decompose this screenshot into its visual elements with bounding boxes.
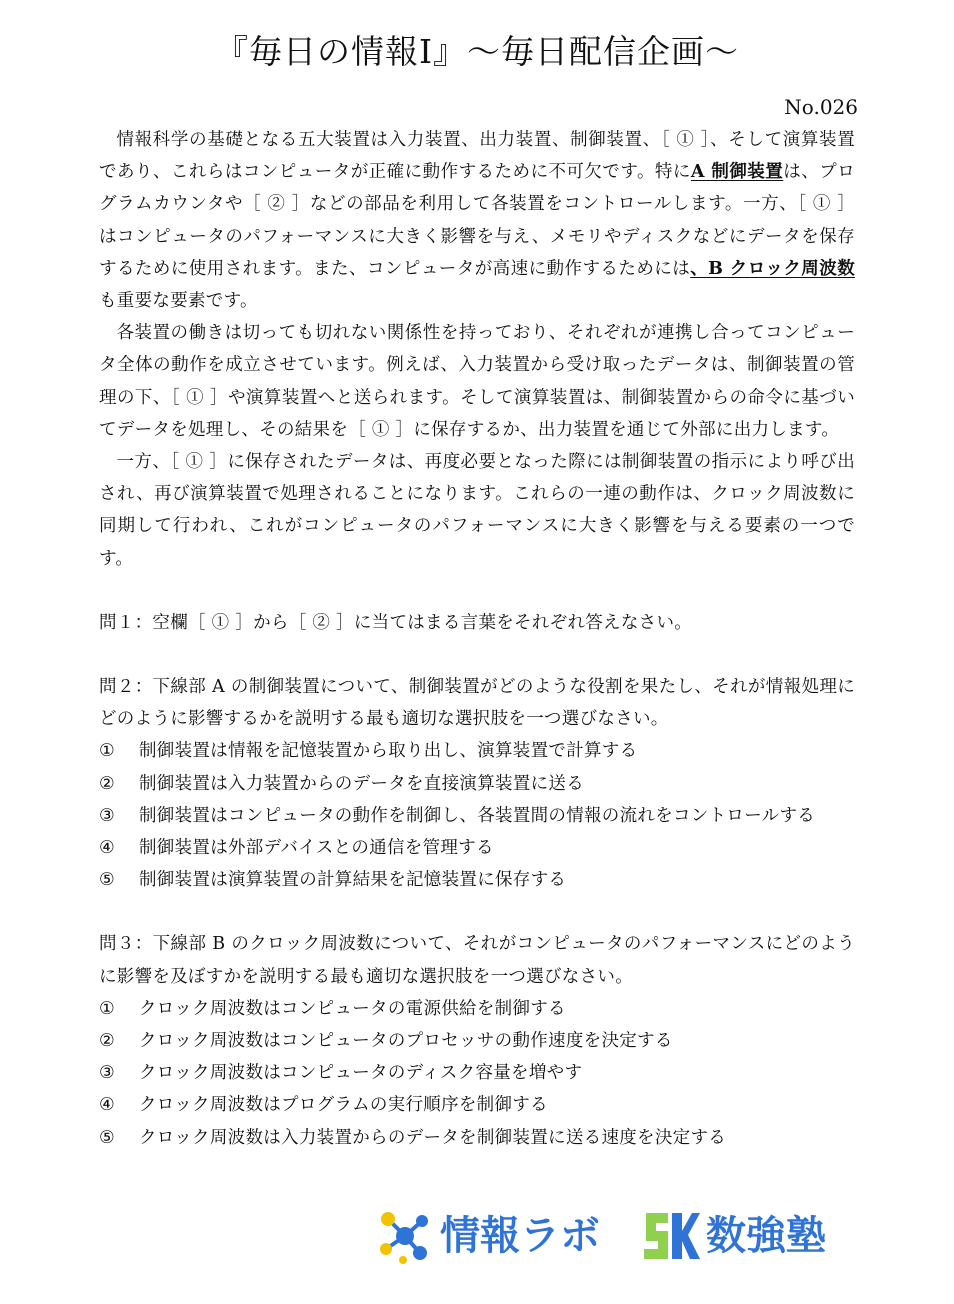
paragraph-1-text-b: は、プログラムカウンタや［ ② ］などの部品を利用して各装置をコントロールします。一方、［ ① ］はコンピュータのパフォーマンスに大きく影響を与え、メモリやディスクなどにデータを保存するために使用されます。また、コンピュータが高速に動作するためには <box>99 162 856 279</box>
question-2-prompt: 問２：下線部 A の制御装置について、制御装置がどのような役割を果たし、それが情報処理にどのように影響するかを説明する最も適切な選択肢を一つ選びなさい。 <box>99 677 855 730</box>
choice-text: 制御装置は入力装置からのデータを直接演算装置に送る <box>139 773 584 794</box>
choice-number: ② <box>99 1031 115 1052</box>
paragraph-1-text-c: も重要な要素です。 <box>99 291 258 312</box>
choice-text: 制御装置は外部デバイスとの通信を管理する <box>139 838 494 859</box>
question-1: 問１：空欄［ ① ］から［ ② ］に当てはまる言葉をそれぞれ答えなさい。 <box>99 612 693 633</box>
page-title: 『毎日の情報Ⅰ』〜毎日配信企画〜 <box>214 32 740 71</box>
suukyoujuku-logo-text: 数強塾 <box>706 1213 826 1259</box>
choice-item <box>99 1025 855 1057</box>
choice-text: クロック周波数はコンピュータのディスク容量を増やす <box>139 1063 583 1084</box>
underline-a: A 制御装置 <box>690 162 784 183</box>
paragraph-3: 一方、［ ① ］に保存されたデータは、再度必要となった際には制御装置の指示により呼び出され、再び演算装置で処理されることになります。これらの一連の動作は、クロック周波数に同期して行われ、これがコンピュータのパフォーマンスに大きく影響を与える要素の一つです。 <box>99 452 855 569</box>
choice-text: クロック周波数は入力装置からのデータを制御装置に送る速度を決定する <box>139 1127 727 1148</box>
choice-number: ④ <box>99 1095 115 1116</box>
choice-text: 制御装置は演算装置の計算結果を記憶装置に保存する <box>139 870 567 891</box>
choice-item <box>99 768 855 800</box>
sk-mark-icon <box>638 1207 700 1265</box>
choice-item <box>99 735 855 767</box>
choice-number: ③ <box>99 805 115 826</box>
choice-text: クロック周波数はコンピュータの電源供給を制御する <box>139 998 566 1019</box>
paragraph-2: 各装置の働きは切っても切れない関係性を持っており、それぞれが連携し合ってコンピュータ全体の動作を成立させています。例えば、入力装置から受け取ったデータは、制御装置の管理の下、［ ① ］や演算装置へと送られます。そして演算装置は、制御装置からの命令に基づいてデータを処理し、その結果を［ ① ］に保存するか、出力装置を通じて外部に出力します。 <box>99 323 855 440</box>
choice-number: ① <box>99 998 115 1019</box>
joho-lab-logo <box>376 1206 600 1266</box>
spacer <box>99 575 855 607</box>
document-body <box>99 124 855 1154</box>
spacer <box>99 639 855 671</box>
question-3-prompt: 問３：下線部 B のクロック周波数について、それがコンピュータのパフォーマンスにどのように影響を及ぼすかを説明する最も適切な選択肢を一つ選びなさい。 <box>99 934 855 987</box>
issue-number: No.026 <box>784 95 858 119</box>
choice-number: ⑤ <box>99 1127 115 1148</box>
choice-item <box>99 1057 855 1089</box>
choice-number: ② <box>99 773 115 794</box>
paragraph-1 <box>99 124 855 317</box>
choice-text: クロック周波数はコンピュータのプロセッサの動作速度を決定する <box>139 1031 673 1052</box>
suukyoujuku-logo <box>638 1206 826 1266</box>
underline-b: 、B クロック周波数 <box>690 258 855 279</box>
choice-item <box>99 800 855 832</box>
question-2-choices <box>99 735 855 896</box>
choice-item <box>99 1122 855 1154</box>
choice-number: ③ <box>99 1063 115 1084</box>
paragraph-1-text-a: 情報科学の基礎となる五大装置は入力装置、出力装置、制御装置、［ ① ］、そして演算装置であり、これらはコンピュータが正確に動作するために不可欠です。特に <box>99 130 855 183</box>
choice-number: ⑤ <box>99 870 115 891</box>
choice-number: ④ <box>99 838 115 859</box>
molecule-icon <box>376 1207 434 1265</box>
spacer <box>99 896 855 928</box>
choice-text: クロック周波数はプログラムの実行順序を制御する <box>139 1095 548 1116</box>
choice-text: 制御装置はコンピュータの動作を制御し、各装置間の情報の流れをコントロールする <box>139 805 816 826</box>
choice-item <box>99 993 855 1025</box>
choice-item <box>99 864 855 896</box>
joho-lab-logo-text: 情報ラボ <box>440 1213 600 1259</box>
choice-item <box>99 832 855 864</box>
question-3-choices <box>99 993 855 1154</box>
choice-text: 制御装置は情報を記憶装置から取り出し、演算装置で計算する <box>139 741 638 762</box>
choice-item <box>99 1089 855 1121</box>
choice-number: ① <box>99 741 115 762</box>
